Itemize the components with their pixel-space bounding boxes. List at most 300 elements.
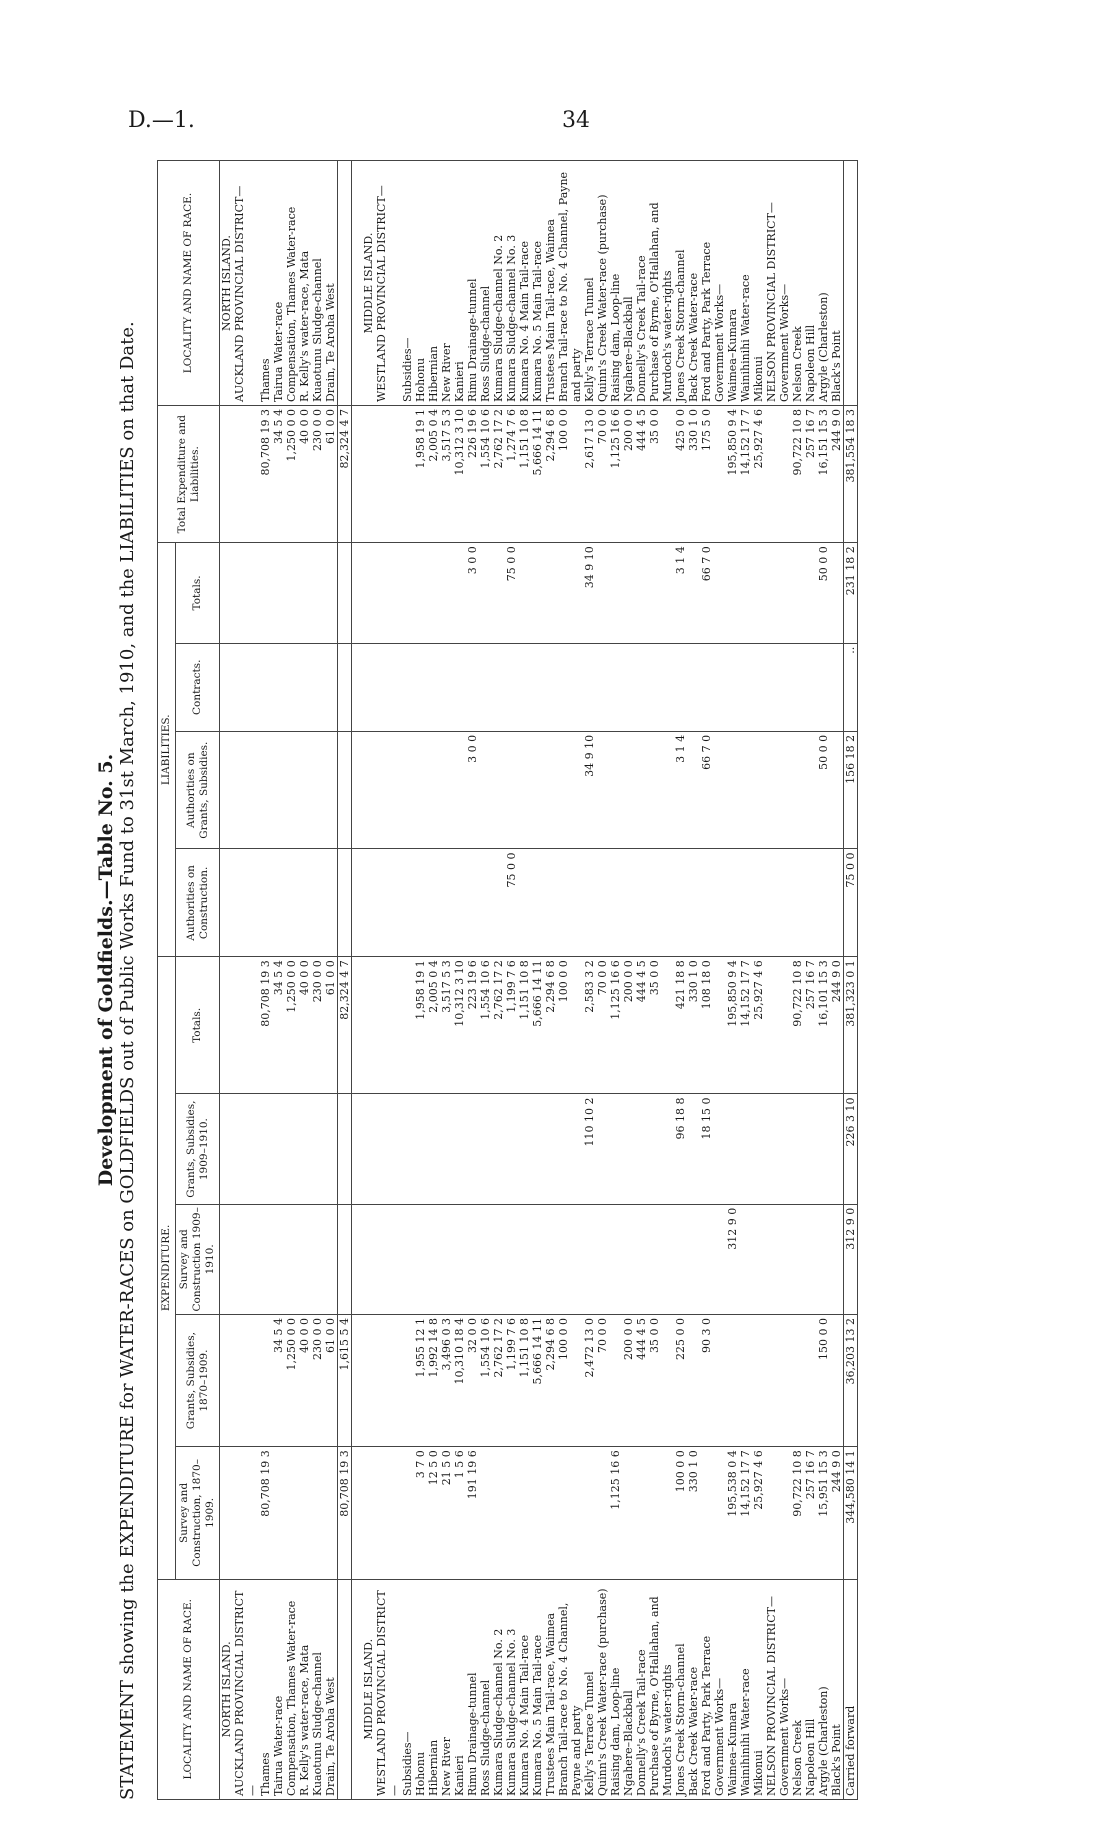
row-locality-right: Purchase of Byrne, O'Hallahan, and Murdoch's water-rights: [648, 161, 674, 406]
empty-cell: [765, 406, 778, 543]
cell-co: [505, 643, 518, 731]
row-locality: Trustees Main Tail-race, Waimea: [544, 1579, 557, 1799]
cell-lt: [752, 543, 765, 643]
row-locality: Purchase of Byrne, O'Hallahan, and Murdoch's water-rights: [648, 1579, 674, 1799]
cell-te: 70 0 0: [596, 406, 609, 543]
cell-g2: 110 10 2: [583, 1094, 596, 1204]
cell-tot: 1,125 16 6: [609, 957, 622, 1094]
cell-s1: 257 16 7: [804, 1447, 817, 1579]
cell-ac: [466, 849, 479, 957]
row-locality-right: Back Creek Water-race: [687, 161, 700, 406]
row-locality: Raising dam, Loop-line: [609, 1579, 622, 1799]
empty-cell: [401, 1314, 414, 1446]
cell-lt: [726, 543, 739, 643]
row-label: AUCKLAND PROVINCIAL DISTRICT—: [233, 1579, 259, 1799]
cell-ag: [635, 731, 648, 849]
cell-g1: [752, 1314, 765, 1446]
cell-co: [804, 643, 817, 731]
empty-cell: [765, 543, 778, 643]
cell-co: [518, 643, 531, 731]
row-locality: Kumara Sludge-channel No. 2: [492, 1579, 505, 1799]
cell-te: 244 9 0: [830, 406, 844, 543]
cell-s2: [427, 1204, 440, 1314]
cell-g2: [338, 1094, 352, 1204]
cell-tot: 257 16 7: [804, 957, 817, 1094]
cell-co: [557, 643, 583, 731]
empty-cell: [362, 731, 375, 849]
cell-lt: [609, 543, 622, 643]
row-locality-right: R. Kelly's water-race, Mata: [298, 161, 311, 406]
col-grants1: Grants, Subsidies, 1870–1909.: [176, 1314, 220, 1446]
table-row: [752, 161, 765, 1800]
table-row: [609, 161, 622, 1800]
cell-te: 61 0 0: [324, 406, 338, 543]
cell-s1: [324, 1447, 338, 1579]
row-locality: Ross Sludge-channel: [479, 1579, 492, 1799]
table-row: [414, 161, 427, 1800]
cell-s1: 1,125 16 6: [609, 1447, 622, 1579]
cell-s1: 100 0 0: [674, 1447, 687, 1579]
col-auth-con: Authorities on Construction.: [176, 849, 220, 957]
cell-s2: [830, 1204, 844, 1314]
table-row: [259, 161, 272, 1800]
row-label-right: Government Works—: [713, 161, 726, 406]
cell-ac: [739, 849, 752, 957]
empty-cell: [713, 849, 726, 957]
cell-te: 381,554 18 3: [844, 406, 858, 543]
cell-s1: 90,722 10 8: [791, 1447, 804, 1579]
empty-cell: [713, 543, 726, 643]
cell-g1: 35 0 0: [648, 1314, 674, 1446]
cell-s1: 1 5 6: [453, 1447, 466, 1579]
cell-ac: [298, 849, 311, 957]
empty-cell: [765, 731, 778, 849]
empty-cell: [233, 1447, 259, 1579]
cell-te: 100 0 0: [557, 406, 583, 543]
cell-te: 2,617 13 0: [583, 406, 596, 543]
empty-cell: [375, 1447, 401, 1579]
cell-co: [272, 643, 285, 731]
cell-ag: [427, 731, 440, 849]
cell-co: [492, 643, 505, 731]
row-label: NELSON PROVINCIAL DISTRICT—: [765, 1579, 778, 1799]
cell-ac: [609, 849, 622, 957]
row-locality-right: Hibernian: [427, 161, 440, 406]
cell-ac: [518, 849, 531, 957]
row-locality: Tairua Water-race: [272, 1579, 285, 1799]
cell-ag: [311, 731, 324, 849]
cell-ac: [414, 849, 427, 957]
spacer-cell: [352, 1447, 363, 1579]
table-row: [635, 161, 648, 1800]
cell-s2: [700, 1204, 713, 1314]
table-row: [285, 161, 298, 1800]
cell-g1: 1,199 7 6: [505, 1314, 518, 1446]
cell-lt: [635, 543, 648, 643]
col-total-exp: Total Expenditure and Liabilities.: [158, 406, 220, 543]
row-locality-right: [844, 161, 858, 406]
empty-cell: [401, 643, 414, 731]
table-row: [440, 161, 453, 1800]
cell-co: [739, 643, 752, 731]
row-locality-right: Ngahere–Blackball: [622, 161, 635, 406]
cell-ag: [544, 731, 557, 849]
cell-s2: [272, 1204, 285, 1314]
cell-lt: [338, 543, 352, 643]
cell-te: 1,554 10 6: [479, 406, 492, 543]
cell-ac: [804, 849, 817, 957]
cell-ac: [492, 849, 505, 957]
cell-s1: [311, 1447, 324, 1579]
table-row: [791, 161, 804, 1800]
row-locality-right: Wainihinihi Water-race: [739, 161, 752, 406]
cell-tot: 2,294 6 8: [544, 957, 557, 1094]
cell-ac: [440, 849, 453, 957]
cell-s1: [700, 1447, 713, 1579]
row-locality: Ngahere–Blackball: [622, 1579, 635, 1799]
cell-lt: [272, 543, 285, 643]
row-locality: Kuaotunu Sludge-channel: [311, 1579, 324, 1799]
cell-tot: 444 4 5: [635, 957, 648, 1094]
empty-cell: [401, 406, 414, 543]
row-locality: Back Creek Water-race: [687, 1579, 700, 1799]
row-locality-right: Drain, Te Aroha West: [324, 161, 338, 406]
cell-ac: [272, 849, 285, 957]
cell-g1: [830, 1314, 844, 1446]
cell-tot: 5,666 14 11: [531, 957, 544, 1094]
row-locality: Black's Point: [830, 1579, 844, 1799]
cell-g1: 444 4 5: [635, 1314, 648, 1446]
cell-s2: [739, 1204, 752, 1314]
spacer-cell: [352, 957, 363, 1094]
cell-g1: [804, 1314, 817, 1446]
cell-g2: [557, 1094, 583, 1204]
cell-ac: [311, 849, 324, 957]
cell-s2: [259, 1204, 272, 1314]
cell-lt: [414, 543, 427, 643]
empty-cell: [375, 543, 401, 643]
row-locality: Argyle (Charleston): [817, 1579, 830, 1799]
empty-cell: [401, 957, 414, 1094]
cell-lt: 231 18 2: [844, 543, 858, 643]
empty-cell: [713, 1314, 726, 1446]
cell-ac: [687, 849, 700, 957]
cell-g1: [726, 1314, 739, 1446]
cell-g2: [804, 1094, 817, 1204]
cell-ag: [791, 731, 804, 849]
empty-cell: [778, 1204, 791, 1314]
cell-ag: [414, 731, 427, 849]
empty-cell: [220, 406, 234, 543]
cell-s2: [440, 1204, 453, 1314]
row-locality-right: Raising dam, Loop-line: [609, 161, 622, 406]
empty-cell: [765, 643, 778, 731]
cell-ag: [479, 731, 492, 849]
cell-s2: [324, 1204, 338, 1314]
cell-co: [414, 643, 427, 731]
cell-tot: 108 18 0: [700, 957, 713, 1094]
row-label-right: Subsidies—: [401, 161, 414, 406]
col-auth-grants: Authorities on Grants, Subsidies.: [176, 731, 220, 849]
cell-g2: [466, 1094, 479, 1204]
cell-s2: [311, 1204, 324, 1314]
empty-cell: [233, 643, 259, 731]
cell-lt: [830, 543, 844, 643]
cell-g2: [440, 1094, 453, 1204]
cell-co: [324, 643, 338, 731]
cell-ac: [583, 849, 596, 957]
empty-cell: [778, 1314, 791, 1446]
empty-cell: [375, 643, 401, 731]
cell-tot: 61 0 0: [324, 957, 338, 1094]
cell-ag: [285, 731, 298, 849]
cell-lt: [791, 543, 804, 643]
cell-s2: [544, 1204, 557, 1314]
cell-co: [791, 643, 804, 731]
table-row: [844, 161, 858, 1800]
row-locality-right: New River: [440, 161, 453, 406]
col-locality: LOCALITY AND NAME OF RACE.: [158, 1579, 220, 1799]
cell-s2: [479, 1204, 492, 1314]
cell-ag: [557, 731, 583, 849]
cell-lt: [492, 543, 505, 643]
cell-te: 34 5 4: [272, 406, 285, 543]
row-locality-right: Ross Sludge-channel: [479, 161, 492, 406]
empty-cell: [778, 957, 791, 1094]
table-row: [531, 161, 544, 1800]
empty-cell: [233, 543, 259, 643]
cell-ag: 3 1 4: [674, 731, 687, 849]
cell-lt: [739, 543, 752, 643]
col-survey1: Survey and Construction, 1870–1909.: [176, 1447, 220, 1579]
cell-s2: [622, 1204, 635, 1314]
cell-g1: 2,762 17 2: [492, 1314, 505, 1446]
spacer-cell: [352, 1094, 363, 1204]
cell-s1: [272, 1447, 285, 1579]
spacer-row: [352, 161, 363, 1800]
row-locality: Wainihinihi Water-race: [739, 1579, 752, 1799]
cell-ac: [830, 849, 844, 957]
cell-ag: [492, 731, 505, 849]
empty-cell: [233, 849, 259, 957]
cell-tot: 1,151 10 8: [518, 957, 531, 1094]
table-row: [505, 161, 518, 1800]
cell-s1: 244 9 0: [830, 1447, 844, 1579]
row-locality: Kumara No. 5 Main Tail-race: [531, 1579, 544, 1799]
table-row: [700, 161, 713, 1800]
spacer-cell: [352, 1314, 363, 1446]
cell-ac: [791, 849, 804, 957]
cell-ag: 3 0 0: [466, 731, 479, 849]
empty-cell: [220, 1094, 234, 1204]
cell-lt: 75 0 0: [505, 543, 518, 643]
cell-g2: [427, 1094, 440, 1204]
cell-tot: 14,152 17 7: [739, 957, 752, 1094]
row-locality-right: Hohonu: [414, 161, 427, 406]
cell-te: 200 0 0: [622, 406, 635, 543]
cell-g1: 40 0 0: [298, 1314, 311, 1446]
cell-g2: [492, 1094, 505, 1204]
cell-co: [596, 643, 609, 731]
cell-g2: [324, 1094, 338, 1204]
cell-s2: [285, 1204, 298, 1314]
cell-ag: [338, 731, 352, 849]
empty-cell: [713, 957, 726, 1094]
table-row: [622, 161, 635, 1800]
empty-cell: [220, 543, 234, 643]
col-liab-totals: Totals.: [176, 543, 220, 643]
empty-cell: [778, 849, 791, 957]
cell-tot: 1,958 19 1: [414, 957, 427, 1094]
row-locality-right: Branch Tail-race to No. 4 Channel, Payne and party: [557, 161, 583, 406]
row-locality: Thames: [259, 1579, 272, 1799]
cell-te: 80,708 19 3: [259, 406, 272, 543]
cell-ag: [324, 731, 338, 849]
cell-tot: 90,722 10 8: [791, 957, 804, 1094]
table-row: [492, 161, 505, 1800]
row-locality: [338, 1579, 352, 1799]
cell-te: 40 0 0: [298, 406, 311, 543]
cell-co: [830, 643, 844, 731]
cell-g1: 61 0 0: [324, 1314, 338, 1446]
table-row: [596, 161, 609, 1800]
cell-g1: 5,666 14 11: [531, 1314, 544, 1446]
empty-cell: [713, 731, 726, 849]
empty-cell: [220, 849, 234, 957]
table-row: [544, 161, 557, 1800]
row-locality: Branch Tail-race to No. 4 Channel, Payne and party: [557, 1579, 583, 1799]
row-locality: Compensation, Thames Water-race: [285, 1579, 298, 1799]
cell-g1: 1,992 14 8: [427, 1314, 440, 1446]
cell-co: [648, 643, 674, 731]
cell-ag: 50 0 0: [817, 731, 830, 849]
cell-tot: 34 5 4: [272, 957, 285, 1094]
cell-te: 10,312 3 10: [453, 406, 466, 543]
cell-te: 16,151 15 3: [817, 406, 830, 543]
cell-te: 2,294 6 8: [544, 406, 557, 543]
empty-cell: [233, 957, 259, 1094]
cell-lt: [687, 543, 700, 643]
cell-g2: [453, 1094, 466, 1204]
cell-s2: [338, 1204, 352, 1314]
cell-te: 14,152 17 7: [739, 406, 752, 543]
cell-s1: [648, 1447, 674, 1579]
cell-g2: [259, 1094, 272, 1204]
cell-s2: [492, 1204, 505, 1314]
page-number: 34: [562, 108, 590, 133]
cell-g1: 1,955 12 1: [414, 1314, 427, 1446]
cell-te: 425 0 0: [674, 406, 687, 543]
cell-s2: [609, 1204, 622, 1314]
row-locality: Waimea–Kumara: [726, 1579, 739, 1799]
cell-s2: [752, 1204, 765, 1314]
cell-s1: 21 5 0: [440, 1447, 453, 1579]
cell-g1: [687, 1314, 700, 1446]
empty-cell: [220, 1204, 234, 1314]
cell-lt: [479, 543, 492, 643]
row-label: Subsidies—: [401, 1579, 414, 1799]
cell-co: [311, 643, 324, 731]
cell-s1: 80,708 19 3: [259, 1447, 272, 1579]
table-row: [557, 161, 583, 1800]
cell-ac: [338, 849, 352, 957]
empty-cell: [220, 1447, 234, 1579]
empty-cell: [765, 1314, 778, 1446]
cell-s1: 3 7 0: [414, 1447, 427, 1579]
col-totals: Totals.: [176, 957, 220, 1094]
cell-s1: [285, 1447, 298, 1579]
empty-cell: [375, 1314, 401, 1446]
cell-ag: [622, 731, 635, 849]
empty-cell: [401, 1204, 414, 1314]
cell-g2: [596, 1094, 609, 1204]
cell-lt: [298, 543, 311, 643]
cell-tot: 2,762 17 2: [492, 957, 505, 1094]
cell-s1: [518, 1447, 531, 1579]
row-label-right: NORTH ISLAND.: [220, 161, 234, 406]
cell-g2: [648, 1094, 674, 1204]
empty-cell: [375, 1094, 401, 1204]
cell-g1: 200 0 0: [622, 1314, 635, 1446]
cell-co: [479, 643, 492, 731]
cell-te: 230 0 0: [311, 406, 324, 543]
row-label: WESTLAND PROVINCIAL DISTRICT—: [375, 1579, 401, 1799]
table-row: [583, 161, 596, 1800]
empty-cell: [401, 849, 414, 957]
goldfields-table: [157, 160, 858, 1800]
cell-te: 1,125 16 6: [609, 406, 622, 543]
cell-s2: [531, 1204, 544, 1314]
row-locality: R. Kelly's water-race, Mata: [298, 1579, 311, 1799]
row-locality: Carried forward: [844, 1579, 858, 1799]
empty-cell: [220, 1314, 234, 1446]
cell-ac: [427, 849, 440, 957]
row-locality-right: Kumara Sludge-channel No. 3: [505, 161, 518, 406]
col-grants2: Grants, Subsidies, 1909–1910.: [176, 1094, 220, 1204]
empty-cell: [713, 1204, 726, 1314]
cell-g2: [544, 1094, 557, 1204]
cell-te: 195,850 9 4: [726, 406, 739, 543]
cell-s1: 191 19 6: [466, 1447, 479, 1579]
empty-cell: [778, 1094, 791, 1204]
cell-ag: [259, 731, 272, 849]
cell-s2: [596, 1204, 609, 1314]
table-row: [324, 161, 338, 1800]
table-row: [765, 161, 778, 1800]
cell-g1: 36,203 13 2: [844, 1314, 858, 1446]
cell-lt: [427, 543, 440, 643]
cell-ac: [259, 849, 272, 957]
table-row: [804, 161, 817, 1800]
cell-lt: 34 9 10: [583, 543, 596, 643]
cell-g2: [531, 1094, 544, 1204]
cell-g1: 150 0 0: [817, 1314, 830, 1446]
cell-tot: 195,850 9 4: [726, 957, 739, 1094]
cell-g2: [518, 1094, 531, 1204]
cell-g2: [272, 1094, 285, 1204]
row-locality-right: Ford and Party, Park Terrace: [700, 161, 713, 406]
cell-g1: 34 5 4: [272, 1314, 285, 1446]
cell-s1: [583, 1447, 596, 1579]
cell-ac: 75 0 0: [844, 849, 858, 957]
cell-s1: 25,927 4 6: [752, 1447, 765, 1579]
cell-co: [674, 643, 687, 731]
cell-ag: [505, 731, 518, 849]
empty-cell: [362, 957, 375, 1094]
row-locality: Donnelly's Creek Tail-race: [635, 1579, 648, 1799]
cell-ac: [479, 849, 492, 957]
cell-ac: [674, 849, 687, 957]
